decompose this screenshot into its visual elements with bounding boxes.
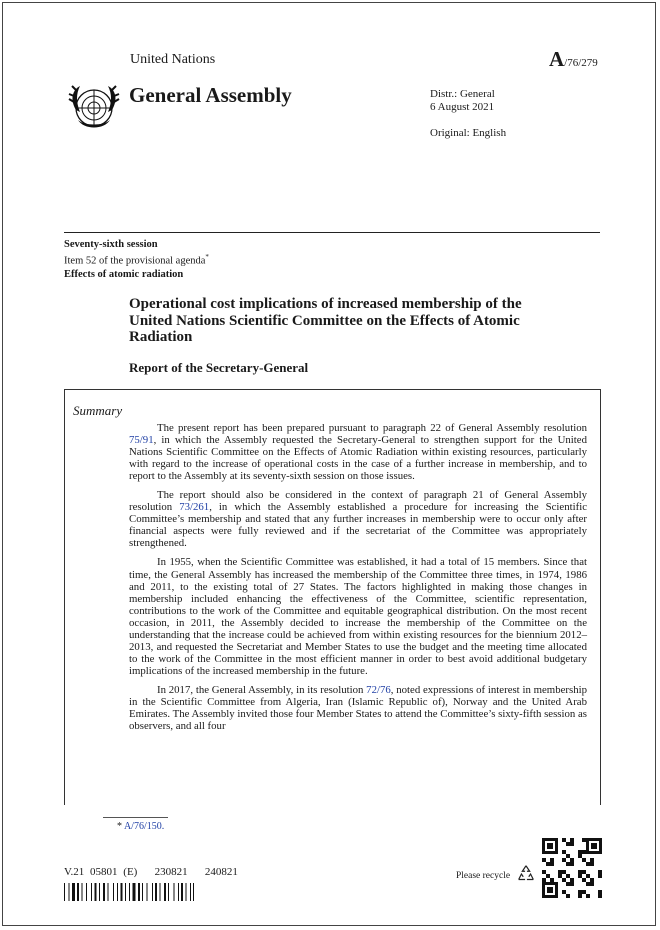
summary-label: Summary [73,403,123,418]
job-number: V.21 05801 (E) 230821 240821 [64,866,238,878]
resolution-link[interactable]: 72/76 [366,683,391,696]
document-date: 6 August 2021 [430,101,495,113]
document-title: Operational cost implications of increased membership of the United Nations Scientific Committee on the Effects of Atomic Radiation [129,296,522,345]
summary-paragraph: The report should also be considered in the context of paragraph 21 of General Assembly resolution 73/261, in which the Assembly established a procedure for increasing the Scientific Committee’s membership and stated that any further increases in membership were to occur only after financial aspects were fully reviewed and if the secretariat of the Committee was appropriately strengthened. [129,489,587,550]
agenda-topic: Effects of atomic radiation [64,268,184,280]
distribution-info [430,88,495,114]
session-name: Seventy-sixth session [64,239,158,250]
footnote-link[interactable]: A/76/150. [123,821,165,832]
qr-code-icon [542,838,602,898]
organization-name: United Nations [130,52,216,67]
document-symbol: A/76/279 [549,47,598,71]
barcode-icon [64,883,194,901]
recycle-icon [515,863,537,885]
summary-paragraph: In 2017, the General Assembly, in its resolution 72/76, noted expressions of interest in membership in the Scientific Committee from Algeria, Iran (Islamic Republic of), Norway and the United Arab Emirates. The Assembly invited those four Member States to attend the Committee’s sixty-fifth session as observers, and all four [129,683,587,733]
agenda-item: Item 52 of the provisional agenda* [64,253,209,267]
resolution-link[interactable]: 73/261 [179,501,210,514]
original-language: Original: English [430,127,507,139]
summary-paragraph: In 1955, when the Scientific Committee was established, it had a total of 15 members. Since that time, the General Assembly has increased the membership of the Committee three times, in 1974, 1986 and 2011, to the existing total of 27 States. The factors highlighted in making those changes in membership included enhancing the effectiveness of the Committee, scientific representation, contributions to the work of the Committee and equitable geographical distribution. On the most recent occasion, in 2011, the Assembly decided to increase the membership of the Committee on the understanding that the increase could be achieved from within existing resources for the biennium 2012–2013, and requested the Secretariat and Member States to use the budget and the meeting time allocated to the work of the Committee in the most efficient manner in order to best avoid additional budgetary implications of the increased membership in the future. [129,556,587,677]
summary-text [129,422,587,739]
resolution-link[interactable]: 75/91 [129,434,154,447]
summary-paragraph: The present report has been prepared pursuant to paragraph 22 of General Assembly resolution 75/91, in which the Assembly requested the Secretary-General to strengthen support for the United Nations Scientific Committee on the Effects of Atomic Radiation within existing resources, particularly with regard to the increase of operational costs in the case of a further increase in membership, and to report to the Assembly at its seventy-sixth session on those issues. [129,422,587,483]
un-emblem-icon [64,80,124,140]
footnote: * A/76/150. [117,821,165,832]
footnote-divider [103,817,168,818]
report-title: Report of the Secretary-General [129,360,309,375]
agenda-block [64,238,209,281]
recycle-note: Please recycle [456,871,511,881]
header-divider [64,232,600,233]
distribution-type: Distr.: General [430,88,495,100]
assembly-title: General Assembly [129,83,292,107]
